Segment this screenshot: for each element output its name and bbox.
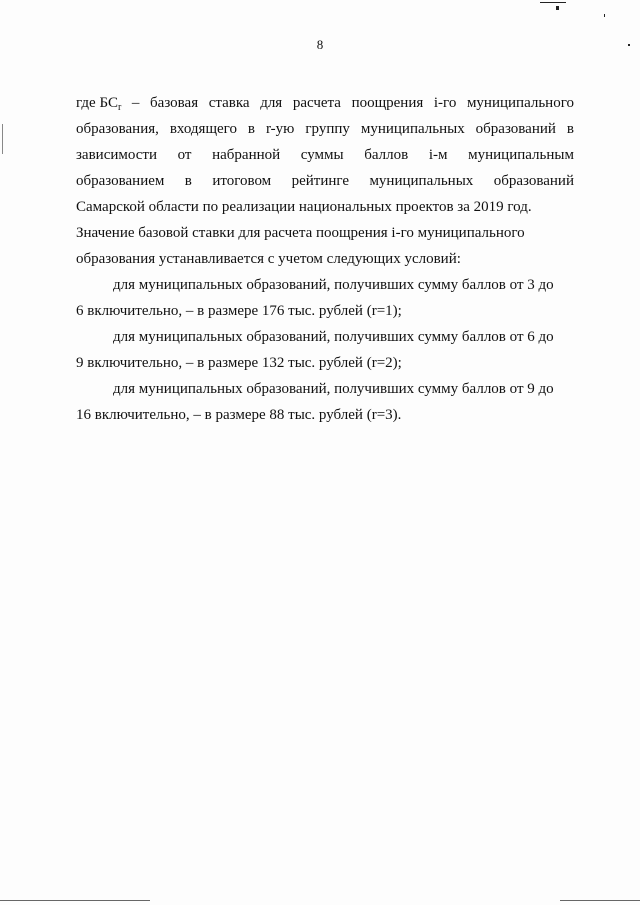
scan-mark-top-right-dot	[556, 6, 559, 10]
condition-2-line-2: 9 включительно, – в размере 132 тыс. рублей (r=2);	[76, 355, 402, 371]
scan-mark-left-edge	[2, 124, 3, 154]
condition-3-line-1: для муниципальных образований, получивших сумму баллов от 9 до	[113, 381, 554, 397]
page-number: 8	[316, 37, 324, 52]
condition-1-line-1: для муниципальных образований, получивших сумму баллов от 3 до	[113, 277, 554, 293]
body-text	[76, 90, 574, 428]
p1-line-2: образования, входящего в r-ую группу муниципальных образований в	[76, 121, 574, 137]
p1-line-7: образования устанавливается с учетом следующих условий:	[76, 251, 461, 267]
p1-line-5: Самарской области по реализации национальных проектов за 2019 год.	[76, 199, 532, 215]
p1-line-3: зависимости от набранной суммы баллов i-м муниципальным	[76, 147, 574, 163]
condition-3-line-2: 16 включительно, – в размере 88 тыс. рублей (r=3).	[76, 407, 402, 423]
p1-line-4: образованием в итоговом рейтинге муниципальных образований	[76, 173, 574, 189]
p1-line-1: где $БС_r$ – базовая ставка для расчета поощрения i-го муниципального	[76, 90, 574, 116]
scan-mark-right-dot	[604, 14, 605, 17]
scan-mark-bottom-left	[0, 900, 150, 901]
p1-line-1-lead: где $БС_r$	[76, 95, 122, 113]
scan-mark-bottom-right	[560, 900, 640, 901]
scan-mark-top-right	[540, 2, 566, 3]
condition-1-line-2: 6 включительно, – в размере 176 тыс. рублей (r=1);	[76, 303, 402, 319]
condition-2-line-1: для муниципальных образований, получивших сумму баллов от 6 до	[113, 329, 554, 345]
p1-line-6: Значение базовой ставки для расчета поощрения i-го муниципального	[76, 225, 525, 241]
